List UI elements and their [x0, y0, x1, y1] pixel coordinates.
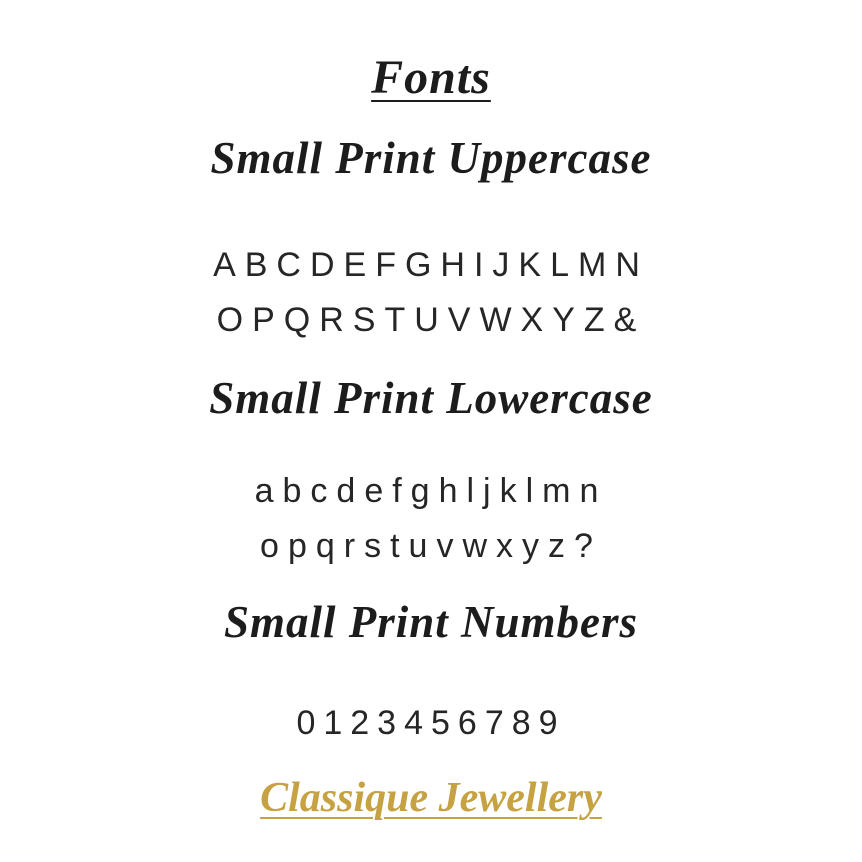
section-heading-uppercase: Small Print Uppercase: [210, 133, 652, 183]
uppercase-letters-line-1: ABCDEFGHIJKLMN: [213, 246, 649, 284]
numbers-sample-block: [224, 696, 638, 751]
section-numbers: [224, 574, 638, 751]
section-heading-numbers: Small Print Numbers: [223, 597, 639, 647]
lowercase-sample-block: [209, 464, 653, 574]
section-heading-lowercase: Small Print Lowercase: [209, 373, 653, 423]
section-lowercase: [209, 348, 653, 574]
lowercase-letters-line-2: opqrstuvwxyz?: [260, 527, 602, 565]
uppercase-letters-line-2: OPQRSTUVWXYZ&: [216, 301, 646, 339]
lowercase-letters-line-1: abcdefghljklmn: [254, 472, 608, 510]
uppercase-sample-block: [210, 238, 651, 348]
brand-name: Classique Jewellery: [260, 775, 602, 821]
numbers-line: 0123456789: [296, 704, 566, 742]
page-title: Fonts: [371, 51, 491, 104]
section-uppercase: [210, 106, 651, 348]
